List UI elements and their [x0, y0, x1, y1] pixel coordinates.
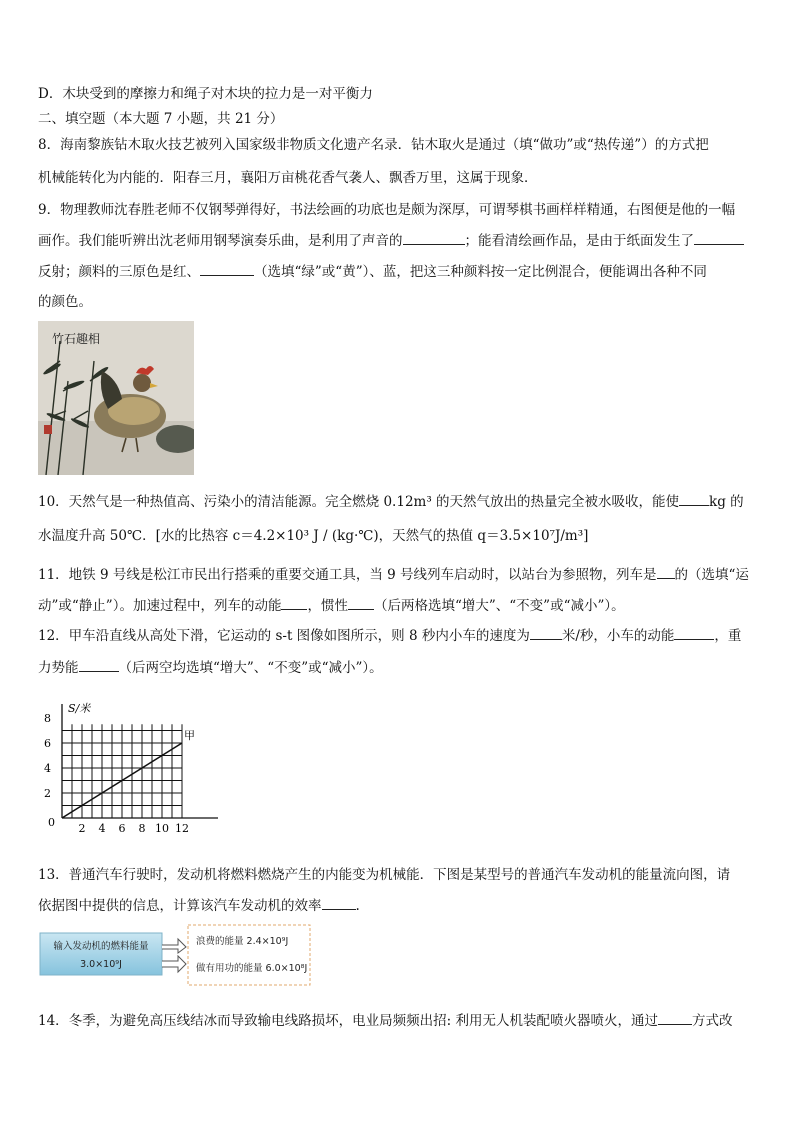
q11-line1: 11．地铁 9 号线是松江市民出行搭乘的重要交通工具，当 9 号线列车启动时，以站台为参照物，列车是 的（选填“运 — [38, 567, 749, 583]
x-tick-label: 2 — [78, 822, 86, 835]
waste-energy-label: 浪费的能量 2.4×10⁹J — [196, 936, 289, 947]
x-tick-label: 6 — [118, 822, 126, 835]
y-tick-label: 8 — [44, 712, 51, 725]
arrow-icon — [162, 939, 186, 953]
q13-line1: 13．普通汽车行驶时，发动机将燃料燃烧产生的内能变为机械能．下图是某型号的普通汽车发动机的能量流向图，请 — [38, 867, 731, 883]
q8-line1: 8．海南黎族钻木取火技艺被列入国家级非物质文化遗产名录．钻木取火是通过（填“做功”或“热传递”）的方式把 — [38, 137, 709, 153]
q10-line2: 水温度升高 50℃．[水的比热容 c＝4.2×10³ J / (kg·℃)，天然气的热值 q＝3.5×10⁷J/m³] — [38, 528, 589, 544]
output-box — [188, 925, 310, 985]
answer-blank[interactable] — [403, 232, 465, 245]
x-tick-label: 4 — [98, 822, 106, 835]
q13-line2: 依据图中提供的信息，计算该汽车发动机的效率 . — [38, 898, 360, 914]
q9-line3: 反射；颜料的三原色是红、 （选填“绿”或“黄”）、蓝，把这三种颜料按一定比例混合，便能调出各种不同 — [38, 264, 707, 280]
q11-line2: 动”或“静止”）。加速过程中，列车的动能 ，惯性 （后两格选填“增大”、“不变”或“减小”）。 — [38, 598, 625, 614]
y-tick-label: 6 — [44, 737, 51, 750]
q9-line1: 9．物理教师沈春胜老师不仅钢琴弹得好，书法绘画的功底也是颇为深厚，可谓琴棋书画样样精通，右图便是他的一幅 — [38, 202, 736, 218]
q12-line2: 力势能 （后两空均选填“增大”、“不变”或“减小”）。 — [38, 660, 383, 676]
painting-image — [38, 321, 194, 475]
section-heading: 二、填空题（本大题 7 小题，共 21 分） — [38, 111, 284, 127]
q8-line2: 机械能转化为内能的．阳春三月，襄阳万亩桃花香气袭人、飘香万里，这属于现象． — [38, 170, 538, 186]
answer-blank[interactable] — [79, 659, 119, 672]
answer-blank[interactable] — [694, 232, 744, 245]
answer-blank[interactable] — [348, 597, 374, 610]
series-label: 甲 — [184, 729, 195, 742]
y-axis-label: S/米 — [68, 702, 91, 715]
answer-blank[interactable] — [658, 1012, 692, 1025]
fuel-input-value: 3.0×10⁹J — [80, 959, 122, 970]
answer-blank[interactable] — [200, 263, 254, 276]
q9-line4: 的颜色。 — [38, 294, 92, 310]
answer-blank[interactable] — [530, 627, 562, 640]
fuel-input-label: 输入发动机的燃料能量 — [53, 941, 149, 952]
x-tick-label: 8 — [138, 822, 146, 835]
x-tick-label: 0 — [48, 816, 55, 829]
answer-blank[interactable] — [674, 627, 714, 640]
energy-flow-diagram — [38, 923, 314, 991]
x-tick-label: 12 — [175, 822, 189, 835]
y-tick-label: 2 — [44, 787, 51, 800]
answer-blank[interactable] — [657, 566, 675, 579]
q9-line2: 画作。我们能听辨出沈老师用钢琴演奏乐曲，是利用了声音的 ；能看清绘画作品，是由于纸面发生了 — [38, 229, 744, 249]
useful-energy-label: 做有用功的能量 6.0×10⁸J — [196, 963, 308, 974]
st-graph — [38, 698, 228, 844]
q12-line1: 12．甲车沿直线从高处下滑，它运动的 s-t 图像如图所示，则 8 秒内小车的速度为 米/秒，小车的动能 ，重 — [38, 628, 742, 644]
x-tick-label: 10 — [155, 822, 169, 835]
option-d: D．木块受到的摩擦力和绳子对木块的拉力是一对平衡力 — [38, 86, 373, 102]
q10-line1: 10．天然气是一种热值高、污染小的清洁能源。完全燃烧 0.12m³ 的天然气放出的热量完全被水吸收，能使 kg 的 — [38, 494, 744, 510]
q14-line1: 14．冬季，为避免高压线结冰而导致输电线路损坏，电业局频频出招: 利用无人机装配喷火器喷火，通过 方式改 — [38, 1013, 733, 1029]
arrow-icon — [162, 956, 186, 972]
answer-blank[interactable] — [322, 897, 356, 910]
answer-blank[interactable] — [281, 597, 307, 610]
answer-blank[interactable] — [679, 493, 709, 506]
y-tick-label: 4 — [44, 762, 51, 775]
painting-calligraphy: 竹石趣相 — [52, 332, 101, 346]
